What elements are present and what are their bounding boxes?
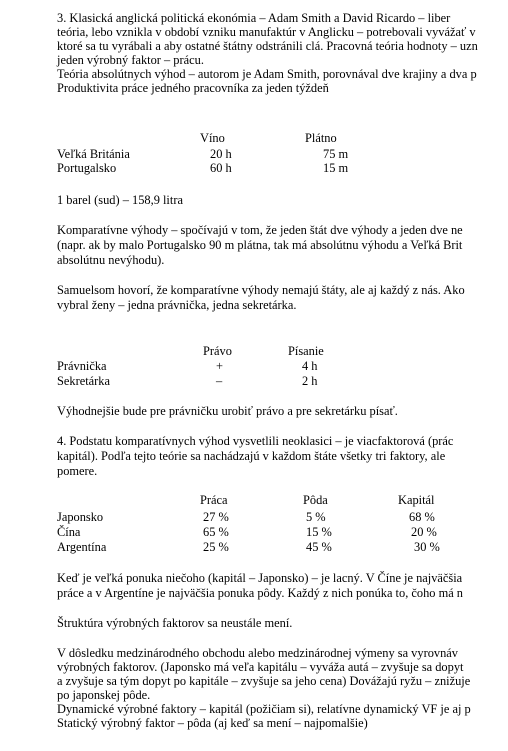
text-line: Komparatívne výhody – spočívajú v tom, že jeden štát dve výhody a jeden dve ne — [57, 223, 463, 237]
text-line: vybral ženy – jedna právnička, jedna sekretárka. — [57, 298, 297, 312]
table-cell: 27 % — [203, 510, 229, 524]
text-line: kapitál). Podľa tejto teórie sa nachádzajú v každom štáte všetky tri faktory, ale — [57, 449, 446, 463]
table-cell: 25 % — [203, 540, 229, 554]
text-line: V dôsledku medzinárodného obchodu alebo medzinárodnej výmeny sa vyrovnáv — [57, 646, 458, 660]
table-cell: 15 % — [306, 525, 332, 539]
text-line: Dynamické výrobné faktory – kapitál (požičiam si), relatívne dynamický VF je aj p — [57, 702, 471, 716]
text-line: Produktivita práce jedného pracovníka za jeden týždeň — [57, 81, 329, 95]
table-header: Práca — [200, 493, 228, 507]
text-line: Keď je veľká ponuka niečoho (kapitál – Japonsko) – je lacný. V Číne je najväčšia — [57, 571, 463, 585]
table-cell: 45 % — [306, 540, 332, 554]
text-line: teória, lebo vznikla v období vzniku manufaktúr v Anglicku – potrebovali vyvážať v — [57, 25, 476, 39]
text-line: výrobných faktorov. (Japonsko má veľa kapitálu – vyváža autá – zvyšuje sa dopyt — [57, 660, 464, 674]
table-header: Kapitál — [398, 493, 435, 507]
table-cell: 68 % — [409, 510, 435, 524]
table-cell: 65 % — [203, 525, 229, 539]
text-line: jeden výrobný faktor – prácu. — [57, 53, 204, 67]
table-cell: 75 m — [323, 147, 349, 161]
table-cell: + — [216, 359, 223, 373]
table-cell: – — [216, 374, 223, 388]
row-label: Sekretárka — [57, 374, 110, 388]
row-label: Právnička — [57, 359, 107, 373]
text-line: po japonskej pôde. — [57, 688, 151, 702]
text-line: absolútnu nevýhodu). — [57, 253, 165, 267]
text-line: Štruktúra výrobných faktorov sa neustále mení. — [57, 616, 293, 630]
table-header: Právo — [203, 344, 232, 358]
table-cell: 20 h — [210, 147, 232, 161]
table-cell: 20 % — [411, 525, 437, 539]
text-line: 3. Klasická anglická politická ekonómia – Adam Smith a David Ricardo – liber — [57, 11, 451, 25]
text-line: ktoré sa tu vyrábali a aby ostatné štátny odstránili clá. Pracovná teória hodnoty – uzn — [57, 39, 478, 53]
text-line: 4. Podstatu komparatívnych výhod vysvetlili neoklasici – je viacfaktorová (prác — [57, 434, 454, 448]
table-cell: 15 m — [323, 161, 349, 175]
row-label: Veľká Británia — [57, 147, 130, 161]
table-cell: 4 h — [302, 359, 318, 373]
row-label: Argentína — [57, 540, 107, 554]
table-cell: 30 % — [414, 540, 440, 554]
text-line: práce a v Argentíne je najväčšia ponuka pôdy. Každý z nich ponúka to, čoho má n — [57, 586, 464, 600]
table-cell: 5 % — [306, 510, 326, 524]
row-label: Portugalsko — [57, 161, 117, 175]
table-cell: 2 h — [302, 374, 318, 388]
text-line: (napr. ak by malo Portugalsko 90 m plátna, tak má absolútnu výhodu a Veľká Brit — [57, 238, 463, 252]
row-label: Japonsko — [57, 510, 104, 524]
text-line: Samuelsom hovorí, že komparatívne výhody nemajú štáty, ale aj každý z nás. Ako — [57, 283, 465, 297]
table-header: Pôda — [303, 493, 328, 507]
text-line: 1 barel (sud) – 158,9 litra — [57, 193, 183, 207]
table-header: Plátno — [305, 131, 337, 145]
text-line: Výhodnejšie bude pre právničku urobiť právo a pre sekretárku písať. — [57, 404, 398, 418]
row-label: Čína — [57, 525, 81, 539]
table-cell: 60 h — [210, 161, 232, 175]
text-line: pomere. — [57, 464, 98, 478]
text-line: Teória absolútnych výhod – autorom je Adam Smith, porovnával dve krajiny a dva p — [57, 67, 477, 81]
table-header: Písanie — [288, 344, 324, 358]
table-header: Víno — [200, 131, 225, 145]
text-line: Statický výrobný faktor – pôda (aj keď sa mení – najpomalšie) — [57, 716, 368, 730]
text-line: a zvyšuje sa tým dopyt po kapitále – zvyšuje sa jeho cena) Dovážajú ryžu – znižuje — [57, 674, 471, 688]
